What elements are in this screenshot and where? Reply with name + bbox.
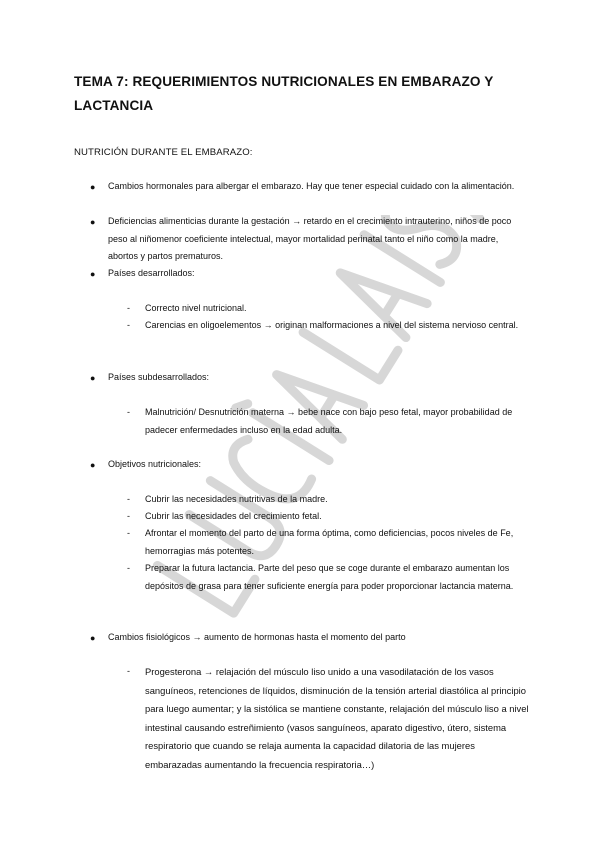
list-item-text: Países desarrollados:: [108, 268, 195, 278]
dash-marker: -: [127, 666, 130, 676]
section-heading: NUTRICIÓN DURANTE EL EMBARAZO:: [74, 147, 253, 158]
sub-list-item-text: Afrontar el momento del parto de una forma óptima, como deficiencias, pocos niveles de Fe, hemorragias más potentes.: [145, 528, 514, 556]
bullet-marker: ●: [90, 269, 96, 279]
bullet-marker: ●: [90, 633, 96, 643]
bullet-marker: ●: [90, 373, 96, 383]
sub-list-item-text: Preparar la futura lactancia. Parte del peso que se coge durante el embarazo aumentan los depósitos de grasa para tener suficiente energía para poder proporcionar lactancia materna.: [145, 563, 514, 591]
bullet-marker: ●: [90, 460, 96, 470]
bullet-marker: ●: [90, 182, 96, 192]
sub-list-item-text: Malnutrición/ Desnutrición materna → bebe nace con bajo peso fetal, mayor probabilidad de padecer enfermedades incluso en la edad adulta.: [145, 407, 513, 435]
dash-marker: -: [127, 528, 130, 538]
dash-marker: -: [127, 563, 130, 573]
dash-marker: -: [127, 303, 130, 313]
dash-marker: -: [127, 407, 130, 417]
list-item-text: Cambios hormonales para albergar el embarazo. Hay que tener especial cuidado con la alimentación.: [108, 181, 515, 191]
list-item-text: Deficiencias alimenticias durante la gestación → retardo en el crecimiento intrauterino, niños de poco peso al niñomenor coeficiente intelectual, mayor mortalidad perinatal tanto el niño como la madre, abortos y partos prematuros.: [108, 216, 512, 261]
list-item-text: Cambios fisiológicos → aumento de hormonas hasta el momento del parto: [108, 632, 406, 642]
sub-list-item-text: Progesterona → relajación del músculo liso unido a una vasodilatación de los vasos sanguíneos, retenciones de líquidos, disminución de la tensión arterial diastólica al principio para luego aumentar; y la sistólica se mantiene constante, relajación del músculo liso a nivel intestinal causando estreñimiento (vasos sanguíneos, aparato digestivo, útero, sistema respiratorio que cuando se relaja aumenta la capacidad dilatoria de las mujeres embarazadas aumentando la frecuencia respiratoria…): [145, 666, 529, 770]
sub-list-item-text: Carencias en oligoelementos → originan malformaciones a nivel del sistema nervioso central.: [145, 320, 519, 330]
document-title: TEMA 7: REQUERIMIENTOS NUTRICIONALES EN EMBARAZO Y LACTANCIA: [74, 74, 494, 113]
list-item-text: Países subdesarrollados:: [108, 372, 210, 382]
sub-list-item-text: Cubrir las necesidades del crecimiento fetal.: [145, 511, 322, 521]
bullet-marker: ●: [90, 217, 96, 227]
sub-list-item-text: Cubrir las necesidades nutritivas de la madre.: [145, 494, 328, 504]
list-item-text: Objetivos nutricionales:: [108, 459, 202, 469]
dash-marker: -: [127, 511, 130, 521]
sub-list-item-text: Correcto nivel nutricional.: [145, 303, 247, 313]
dash-marker: -: [127, 320, 130, 330]
dash-marker: -: [127, 494, 130, 504]
